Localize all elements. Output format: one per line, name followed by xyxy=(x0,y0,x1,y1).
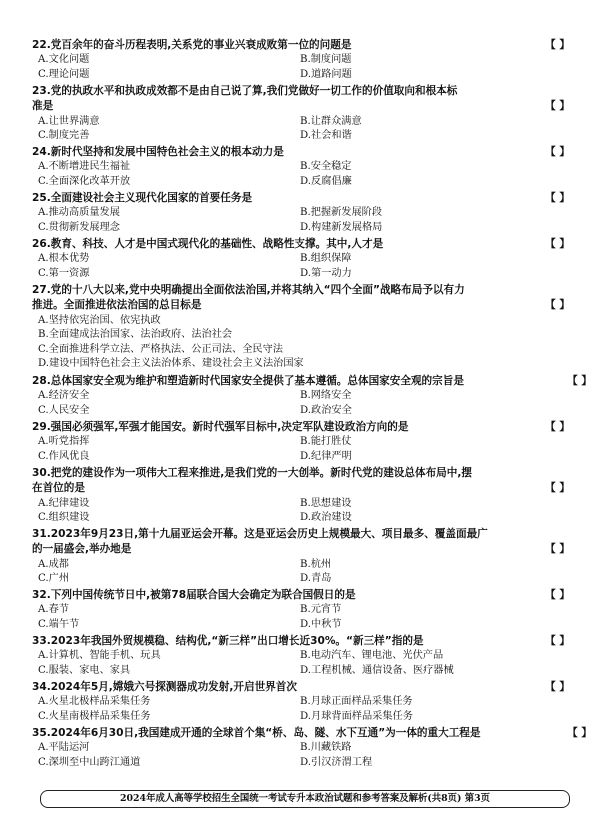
option-d[interactable]: D.青岛 xyxy=(300,573,332,585)
option-b[interactable]: B.全面建成法治国家、法治政府、法治社会 xyxy=(38,329,233,341)
answer-bracket[interactable]: 【 】 xyxy=(545,39,570,51)
option-b[interactable]: B.网络安全 xyxy=(300,390,352,402)
option-b[interactable]: B.让群众满意 xyxy=(300,115,362,127)
answer-bracket[interactable]: 【 】 xyxy=(545,100,570,113)
option-d[interactable]: D.反腐倡廉 xyxy=(300,175,352,187)
question-stem-continued: 推进。全面推进依法治国的总目标是 xyxy=(32,299,202,312)
option-c[interactable]: C.组织建设 xyxy=(38,512,90,524)
option-b[interactable]: B.安全稳定 xyxy=(300,161,352,173)
answer-bracket[interactable]: 【 】 xyxy=(545,192,570,204)
question-29 xyxy=(32,420,592,464)
option-a[interactable]: A.计算机、智能手机、玩具 xyxy=(38,650,161,662)
options xyxy=(38,741,592,770)
question-30 xyxy=(32,466,592,526)
option-c[interactable]: C.作风优良 xyxy=(38,450,90,462)
options xyxy=(38,389,592,418)
answer-bracket[interactable]: 【 】 xyxy=(545,589,570,601)
option-b[interactable]: B.杭州 xyxy=(300,558,332,570)
option-d[interactable]: D.政治建设 xyxy=(300,512,352,524)
option-c[interactable]: C.深圳至中山跨江通道 xyxy=(38,756,141,768)
option-d[interactable]: D.月球背面样品采集任务 xyxy=(300,710,413,722)
question-stem: 33.2023年我国外贸规模稳、结构优,“新三样”出口增长近30%。“新三样”指的是 xyxy=(32,635,424,647)
option-c[interactable]: C.服装、家电、家具 xyxy=(38,664,131,676)
question-stem: 30.把党的建设作为一项伟大工程来推进,是我们党的一大创举。新时代党的建设总体布局中,摆 xyxy=(32,467,472,479)
option-c[interactable]: C.第一资源 xyxy=(38,267,90,279)
question-32 xyxy=(32,588,592,632)
question-27 xyxy=(32,283,592,371)
question-26 xyxy=(32,237,592,281)
options xyxy=(38,603,592,632)
question-stem: 23.党的执政水平和执政成效都不是由自己说了算,我们党做好一切工作的价值取向和根本标 xyxy=(32,85,458,97)
option-b[interactable]: B.元宵节 xyxy=(300,604,342,616)
question-stem-continued: 准是 xyxy=(32,100,54,113)
options xyxy=(38,435,592,464)
option-a[interactable]: A.平陆运河 xyxy=(38,742,90,754)
option-b[interactable]: B.能打胜仗 xyxy=(300,436,352,448)
option-d[interactable]: D.中秋节 xyxy=(300,618,342,630)
question-33 xyxy=(32,634,592,678)
option-a[interactable]: A.听党指挥 xyxy=(38,436,90,448)
option-c[interactable]: C.制度完善 xyxy=(38,130,90,142)
option-d[interactable]: D.第一动力 xyxy=(300,267,352,279)
option-d[interactable]: D.建设中国特色社会主义法治体系、建设社会主义法治国家 xyxy=(38,358,304,370)
question-stem: 22.党百余年的奋斗历程表明,关系党的事业兴衰成败第一位的问题是 xyxy=(32,39,352,51)
question-stem: 26.教育、科技、人才是中国式现代化的基础性、战略性支撑。其中,人才是 xyxy=(32,238,384,250)
question-stem: 24.新时代坚持和发展中国特色社会主义的根本动力是 xyxy=(32,146,284,158)
option-a[interactable]: A.根本优势 xyxy=(38,253,90,265)
option-a[interactable]: A.春节 xyxy=(38,604,69,616)
option-b[interactable]: B.把握新发展阶段 xyxy=(300,207,383,219)
question-stem-continued: 的一届盛会,举办地是 xyxy=(32,543,132,556)
options xyxy=(38,115,592,144)
page-footer: 2024年成人高等学校招生全国统一考试专升本政治试题和参考答案及解析(共8页) 第3页 xyxy=(40,790,570,808)
question-34 xyxy=(32,680,592,724)
question-stem: 27.党的十八大以来,党中央明确提出全面依法治国,并将其纳入“四个全面”战略布局予以有力 xyxy=(32,284,465,296)
option-d[interactable]: D.政治安全 xyxy=(300,404,352,416)
option-c[interactable]: C.火星南极样品采集任务 xyxy=(38,710,151,722)
answer-bracket[interactable]: 【 】 xyxy=(545,299,570,312)
option-b[interactable]: B.月球正面样品采集任务 xyxy=(300,696,413,708)
option-a[interactable]: A.文化问题 xyxy=(38,54,90,66)
answer-bracket[interactable]: 【 】 xyxy=(545,146,570,158)
question-stem-continued: 在首位的是 xyxy=(32,482,85,495)
question-stem: 34.2024年5月,嫦娥六号探测器成功发射,开启世界首次 xyxy=(32,681,297,693)
question-23 xyxy=(32,84,592,144)
answer-bracket[interactable]: 【 】 xyxy=(545,543,570,556)
option-b[interactable]: B.组织保障 xyxy=(300,253,352,265)
option-d[interactable]: D.社会和谐 xyxy=(300,130,352,142)
option-b[interactable]: B.制度问题 xyxy=(300,54,352,66)
question-stem: 35.2024年6月30日,我国建成开通的全球首个集“桥、岛、隧、水下互通”为一体的重大工程是 xyxy=(32,727,481,739)
question-stem: 29.强国必须强军,军强才能国安。新时代强军目标中,决定军队建设政治方向的是 xyxy=(32,421,409,433)
options xyxy=(38,160,592,189)
option-d[interactable]: D.纪律严明 xyxy=(300,450,352,462)
options xyxy=(38,558,592,587)
option-a[interactable]: A.让世界满意 xyxy=(38,115,100,127)
option-a[interactable]: A.推动高质量发展 xyxy=(38,207,120,219)
question-35 xyxy=(32,726,592,770)
options xyxy=(38,252,592,281)
answer-bracket[interactable]: 【 】 xyxy=(545,421,570,433)
option-c[interactable]: C.全面推进科学立法、严格执法、公正司法、全民守法 xyxy=(38,343,283,355)
options xyxy=(38,314,592,372)
answer-bracket[interactable]: 【 】 xyxy=(545,681,570,693)
option-c[interactable]: C.端午节 xyxy=(38,618,80,630)
options xyxy=(38,695,592,724)
option-a[interactable]: A.坚持依宪治国、依宪执政 xyxy=(38,314,161,326)
answer-bracket[interactable]: 【 】 xyxy=(545,238,570,250)
option-b[interactable]: B.川藏铁路 xyxy=(300,742,352,754)
question-25 xyxy=(32,191,592,235)
option-a[interactable]: A.纪律建设 xyxy=(38,497,90,509)
option-d[interactable]: D.构建新发展格局 xyxy=(300,221,383,233)
question-24 xyxy=(32,145,592,189)
option-c[interactable]: C.贯彻新发展理念 xyxy=(38,221,120,233)
answer-bracket[interactable]: 【 】 xyxy=(545,635,570,647)
question-31 xyxy=(32,527,592,587)
question-22 xyxy=(32,38,592,82)
option-c[interactable]: C.广州 xyxy=(38,573,70,585)
question-stem: 25.全面建设社会主义现代化国家的首要任务是 xyxy=(32,192,253,204)
option-a[interactable]: A.不断增进民生福祉 xyxy=(38,161,131,173)
option-d[interactable]: D.引汉济渭工程 xyxy=(300,756,373,768)
options xyxy=(38,649,592,678)
answer-bracket[interactable]: 【 】 xyxy=(567,375,592,387)
option-d[interactable]: D.道路问题 xyxy=(300,68,352,80)
option-d[interactable]: D.工程机械、通信设备、医疗器械 xyxy=(300,664,454,676)
answer-bracket[interactable]: 【 】 xyxy=(545,482,570,495)
question-stem: 32.下列中国传统节日中,被第78届联合国大会确定为联合国假日的是 xyxy=(32,589,356,601)
options xyxy=(38,53,592,82)
options xyxy=(38,497,592,526)
option-b[interactable]: B.电动汽车、锂电池、光伏产品 xyxy=(300,650,444,662)
option-a[interactable]: A.火星北极样品采集任务 xyxy=(38,696,151,708)
option-a[interactable]: A.成都 xyxy=(38,558,69,570)
option-a[interactable]: A.经济安全 xyxy=(38,390,90,402)
option-c[interactable]: C.理论问题 xyxy=(38,68,90,80)
option-c[interactable]: C.全面深化改革开放 xyxy=(38,175,131,187)
question-stem: 31.2023年9月23日,第十九届亚运会开幕。这是亚运会历史上规模最大、项目最多、覆盖面最广 xyxy=(32,528,488,540)
question-stem: 28.总体国家安全观为维护和塑造新时代国家安全提供了基本遵循。总体国家安全观的宗旨是 xyxy=(32,375,464,387)
option-c[interactable]: C.人民安全 xyxy=(38,404,90,416)
options xyxy=(38,206,592,235)
option-b[interactable]: B.思想建设 xyxy=(300,497,352,509)
question-28 xyxy=(32,374,592,418)
answer-bracket[interactable]: 【 】 xyxy=(567,727,592,739)
